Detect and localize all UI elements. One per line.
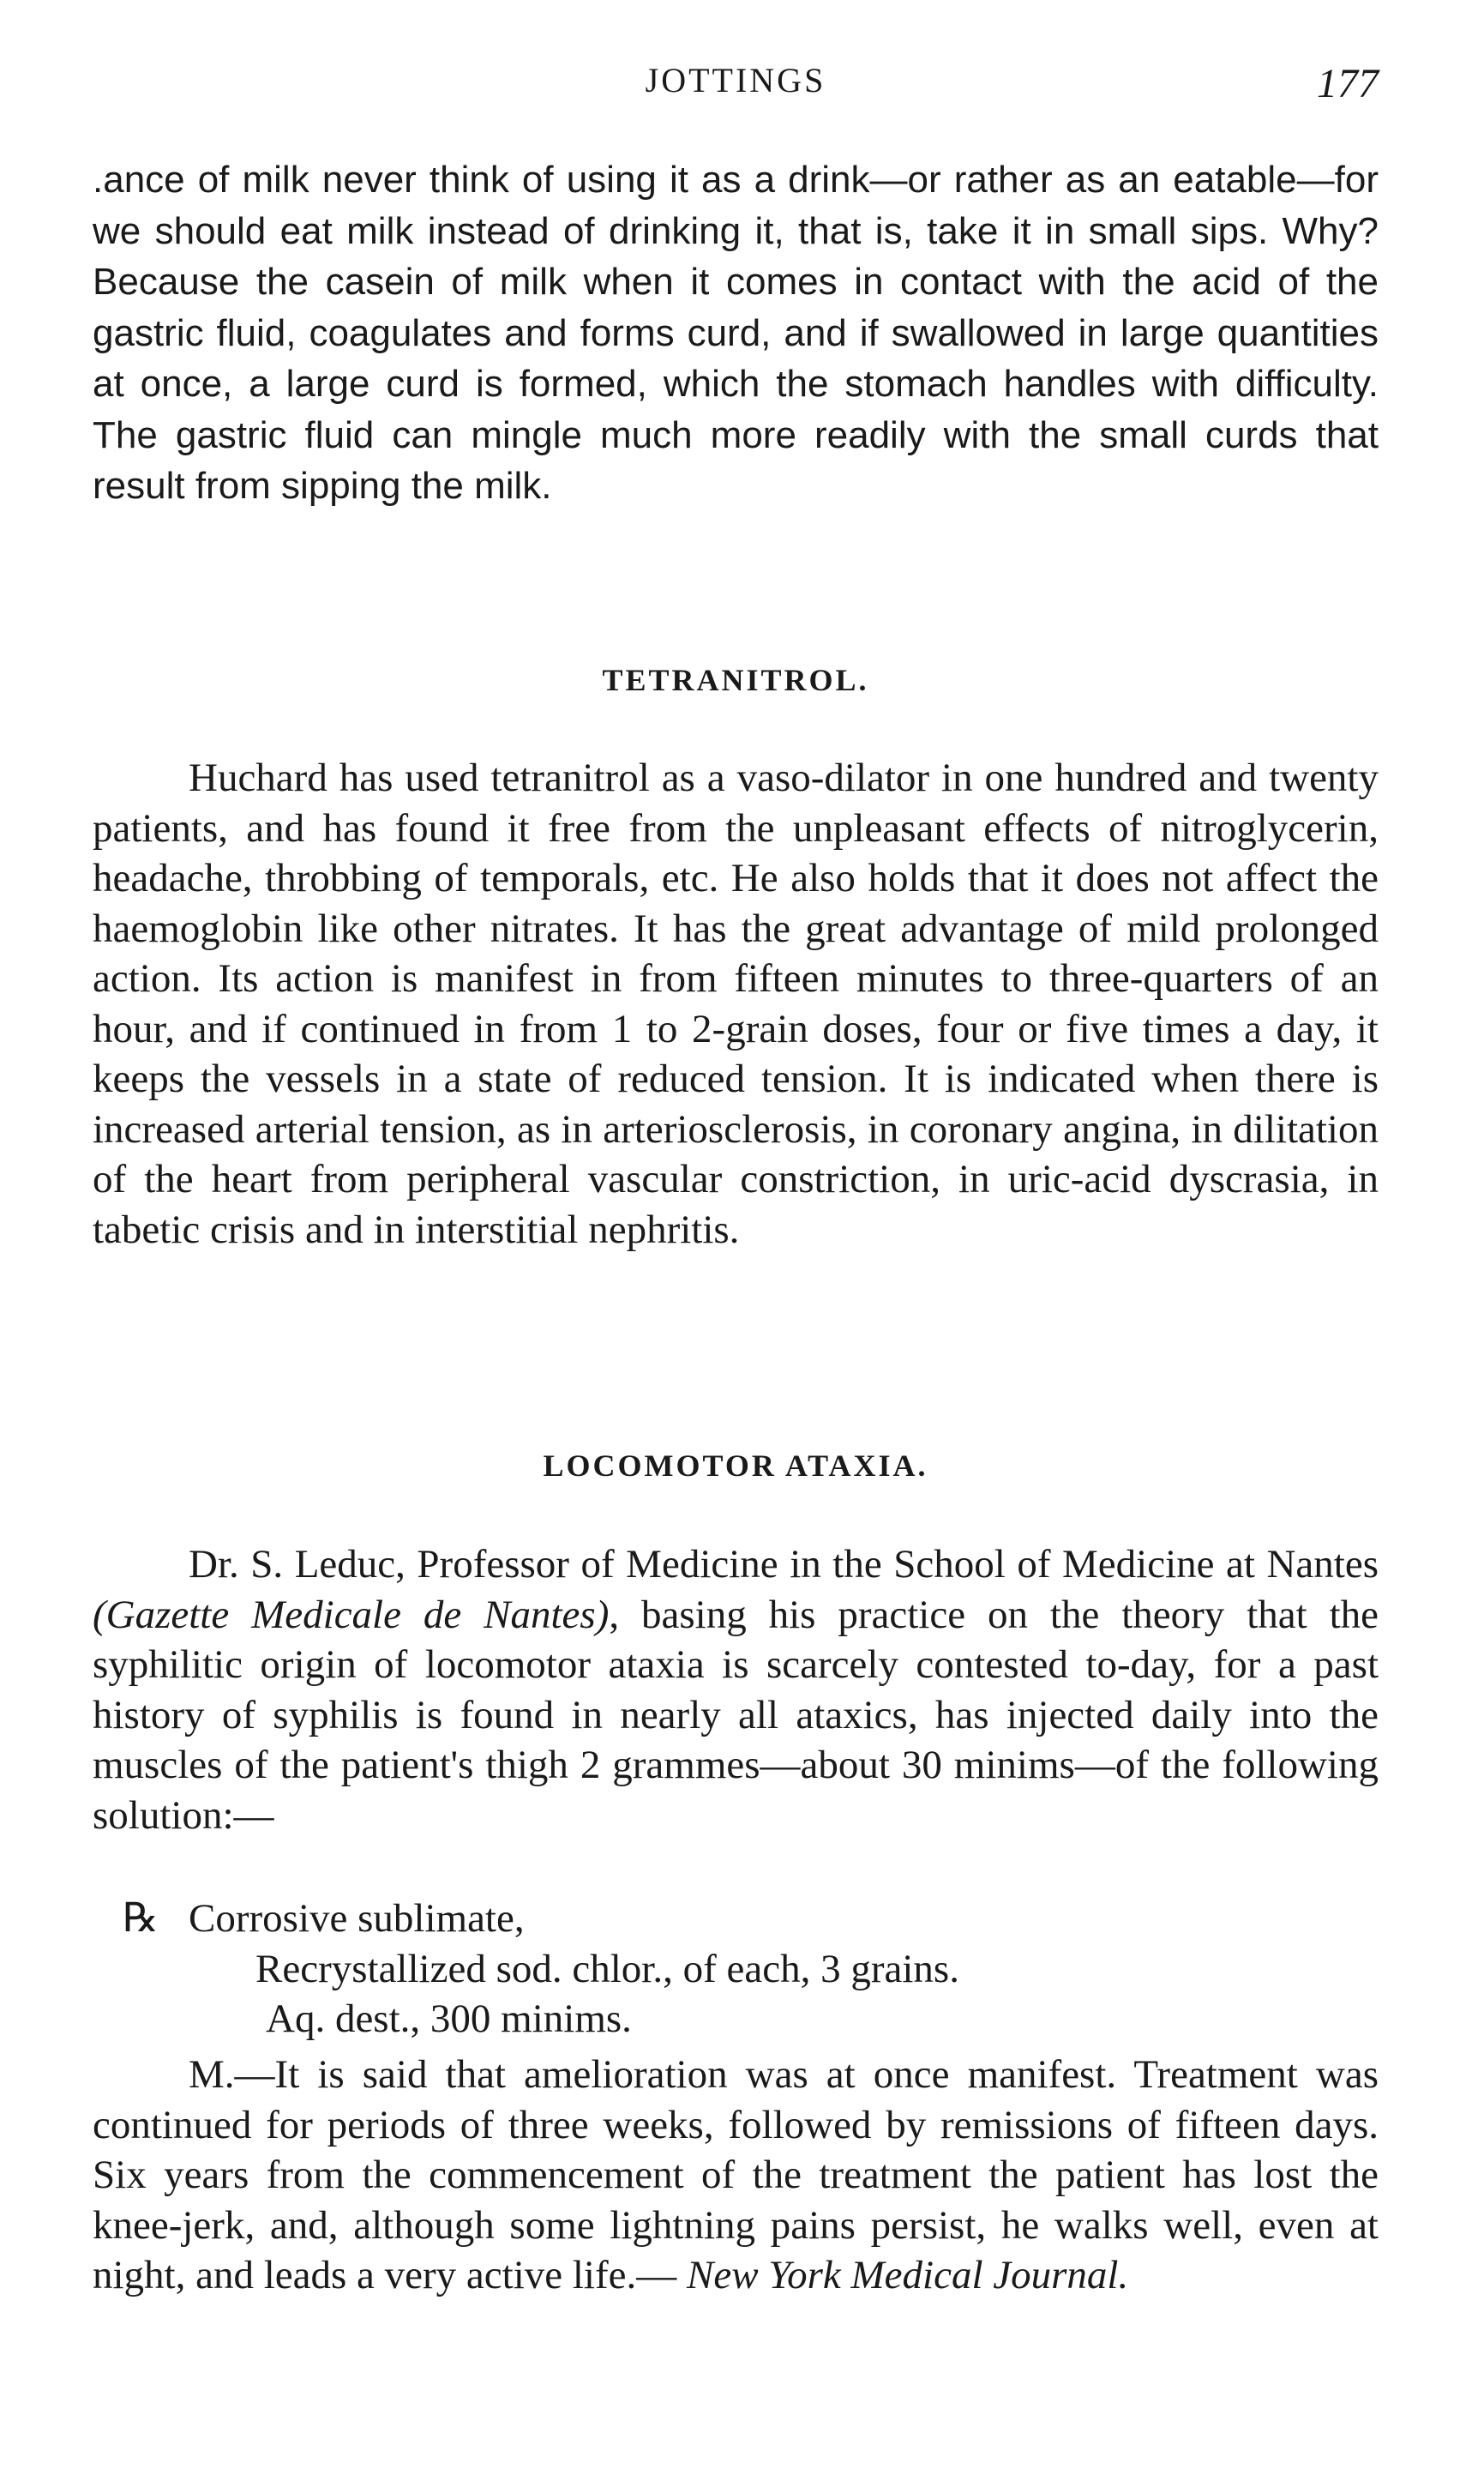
recipe-symbol: ℞ <box>122 1896 159 1941</box>
prescription-item: Corrosive sublimate, <box>189 1896 525 1941</box>
prescription-line: Recrystallized sod. chlor., of each, 3 grains. <box>255 1946 959 1991</box>
paragraph-text-continued: , basing his practice on the theory that the syphilitic origin of locomotor ataxia is scarcely contested to-day, for a past history of syphilis is found in nearly all ataxics, has injected daily into the muscles of the patient's thigh 2 grammes—about 30 minims—of the following solution:— <box>93 1592 1379 1838</box>
intro-paragraph: .ance of milk never think of using it as a drink—or rather as an eatable—for we should eat milk instead of drinking it, that is, take it in small sips. Why? Because the casein of milk when it comes in contact with the acid of the gastric fluid, coagulates and forms curd, and if swallowed in large quantities at once, a large curd is formed, which the stomach handles with difficulty. The gastric fluid can mingle much more readily with the small curds that result from sipping the milk. <box>93 159 1379 507</box>
tetranitrol-paragraph: Huchard has used tetranitrol as a vaso-dilator in one hundred and twenty patients, and has found it free from the unpleasant effects of nitroglycerin, headache, throbbing of temporals, etc. He also holds that it does not affect the haemoglobin like other nitrates. It has the great advantage of mild prolonged action. Its action is manifest in from fifteen minutes to three-quarters of an hour, and if continued in from 1 to 2-grain doses, four or five times a day, it keeps the vessels in a state of reduced tension. It is indicated when there is increased arterial tension, as in arteriosclerosis, in coronary angina, in dilitation of the heart from peripheral vascular constriction, in uric-acid dyscrasia, in tabetic crisis and in interstitial nephritis. <box>93 756 1379 1252</box>
prescription <box>93 1894 1379 2044</box>
prescription-line: Aq. dest., 300 minims. <box>266 1996 632 2041</box>
journal-citation: (Gazette Medicale de Nantes) <box>93 1592 610 1637</box>
running-head-title: JOTTINGS <box>645 61 826 99</box>
source-citation: New York Medical Journal. <box>687 2253 1129 2297</box>
page-number: 177 <box>1317 61 1379 106</box>
section-heading-tetranitrol: TETRANITROL. <box>602 663 869 697</box>
paragraph-text: M.—It is said that amelioration was at once manifest. Treatment was continued for periods of three weeks, followed by remissions of fifteen days. Six years from the commencement of the treatment the patient has lost the knee-jerk, and, although some lightning pains persist, he walks well, even at night, and leads a very active life.— <box>93 2052 1379 2297</box>
treatment-paragraph <box>93 2050 1379 2301</box>
locomotor-ataxia-paragraph <box>93 1539 1379 1840</box>
section-heading-locomotor-ataxia: LOCOMOTOR ATAXIA. <box>543 1448 928 1483</box>
running-head <box>93 60 1379 111</box>
paragraph-text: Dr. S. Leduc, Professor of Medicine in the School of Medicine at Nantes <box>189 1542 1379 1587</box>
prescription-line <box>93 1894 1379 1944</box>
